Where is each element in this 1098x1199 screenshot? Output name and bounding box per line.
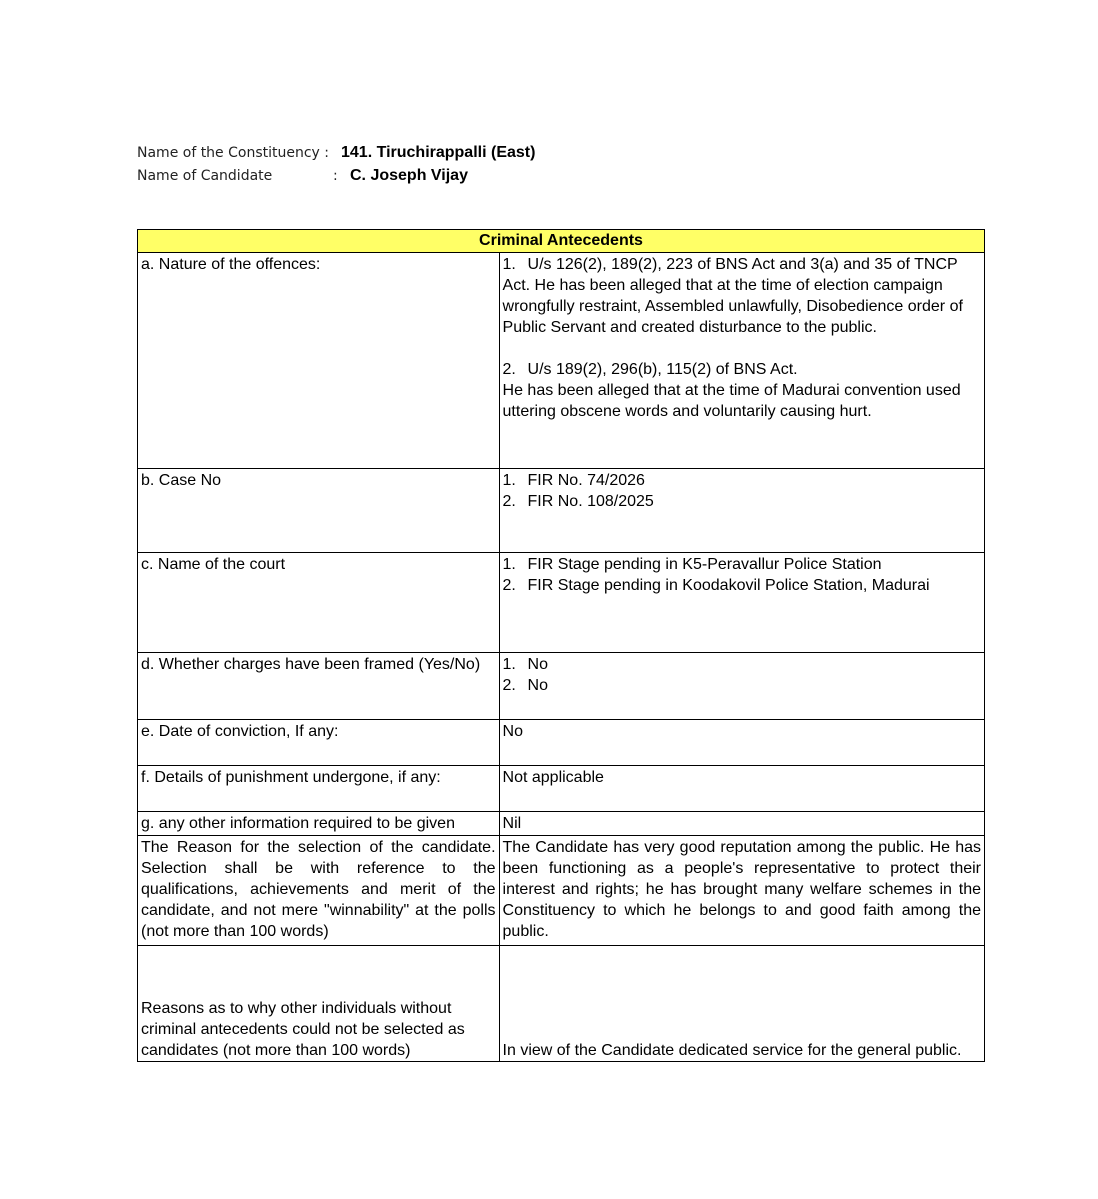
candidate-label: Name of Candidate [137,168,273,184]
date-of-conviction-value: No [499,720,984,766]
row-nature-of-offences [138,253,985,469]
case-no-1: FIR No. 74/2026 [527,472,645,489]
list-item [503,470,981,491]
other-information-value: Nil [499,812,984,836]
list-num: 2. [502,577,516,594]
list-item [503,554,981,575]
list-num: 2. [502,677,516,694]
criminal-antecedents-table [137,229,985,1062]
name-of-court-label: c. Name of the court [138,553,500,653]
nature-of-offences-label: a. Nature of the offences: [138,253,500,469]
list-item [503,654,981,675]
nature-of-offences-value [499,253,984,469]
date-of-conviction-label: e. Date of conviction, If any: [138,720,500,766]
case-no-2: FIR No. 108/2025 [527,493,654,510]
case-no-value [499,469,984,553]
constituency-value: 141. Tiruchirappalli (East) [341,144,536,161]
table-title: Criminal Antecedents [138,230,985,253]
court-2: FIR Stage pending in Koodakovil Police Station, Madurai [527,577,930,594]
list-num: 2. [502,493,516,510]
row-punishment [138,766,985,812]
offence-2-text: U/s 189(2), 296(b), 115(2) of BNS Act. [527,361,798,378]
row-other-information [138,812,985,836]
charges-1: No [527,656,548,673]
row-date-of-conviction [138,720,985,766]
punishment-label: f. Details of punishment undergone, if any: [138,766,500,812]
reasons-others-value: In view of the Candidate dedicated service for the general public. [499,946,984,1062]
case-no-label: b. Case No [138,469,500,553]
other-information-label: g. any other information required to be given [138,812,500,836]
offence-2-details: He has been alleged that at the time of Madurai convention used uttering obscene words and voluntarily causing hurt. [502,382,961,420]
candidate-line [137,166,468,186]
reasons-others-label: Reasons as to why other individuals without criminal antecedents could not be selected as candidates (not more than 100 words) [138,946,500,1062]
candidate-colon: : [333,168,338,184]
punishment-value: Not applicable [499,766,984,812]
name-of-court-value [499,553,984,653]
offence-2-num: 2. [502,361,516,378]
reason-for-selection-label: The Reason for the selection of the candidate. Selection shall be with reference to the qualifications, achievements and merit of the candidate, and not mere "winnability" at the polls (not more than 100 words) [138,836,500,946]
row-reason-for-selection [138,836,985,946]
charges-framed-label: d. Whether charges have been framed (Yes/No) [138,653,500,720]
list-item [503,575,981,596]
row-reasons-others-not-selected [138,946,985,1062]
list-item [503,675,981,696]
reason-for-selection-value: The Candidate has very good reputation among the public. He has been functioning as a people's representative to protect their interest and rights; he has brought many welfare schemes in the Constituency to which he belongs to and good faith among the public. [499,836,984,946]
constituency-label: Name of the Constituency : [137,145,330,161]
list-num: 1. [502,472,516,489]
list-item [503,491,981,512]
table-title-row [138,230,985,253]
court-1: FIR Stage pending in K5-Peravallur Police Station [527,556,882,573]
offence-1-num: 1. [502,256,516,273]
offence-1-text: U/s 126(2), 189(2), 223 of BNS Act and 3(a) and 35 of TNCP Act. He has been alleged that at the time of election campaign wrongfully restraint, Assembled unlawfully, Disobedience order of Public Servant and created disturbance to the public. [502,256,963,336]
charges-framed-value [499,653,984,720]
constituency-line [137,143,535,163]
list-num: 1. [502,656,516,673]
row-case-no [138,469,985,553]
row-charges-framed [138,653,985,720]
list-num: 1. [502,556,516,573]
row-name-of-court [138,553,985,653]
candidate-value: C. Joseph Vijay [350,167,468,184]
charges-2: No [527,677,548,694]
